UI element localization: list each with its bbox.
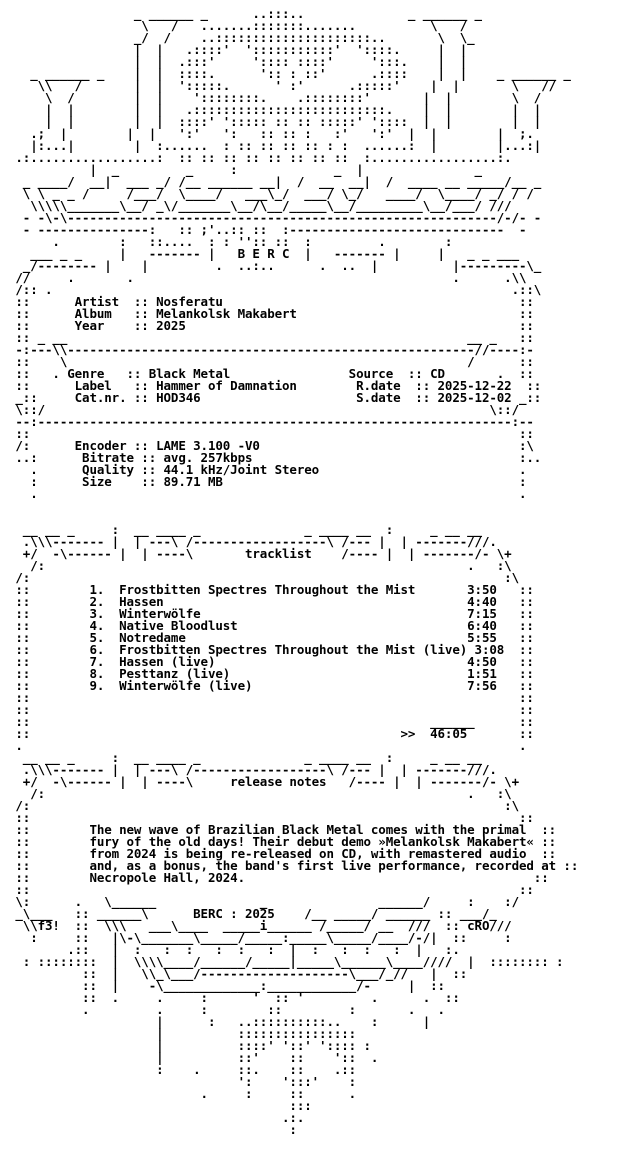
nfo-line: | ::' :: ':: .: [8, 1050, 379, 1065]
nfo-line: . . : :: : . .: [8, 1002, 445, 1017]
nfo-line: :: Album :: Melankolsk Makabert ::: [8, 306, 534, 321]
nfo-line: :: Artist :: Nosferatu ::: [8, 294, 534, 309]
nfo-line: :: ::: [8, 810, 534, 825]
nfo-line: :: _ __ __ _ ::: [8, 330, 534, 345]
nfo-line: _\___ :: ______\ BERC : 2025 /__ _____/ ______ :: ___/_: [8, 906, 497, 921]
nfo-line: __ __ _ : __ ____ _ _ ____ __ : _ __ __: [8, 522, 482, 537]
nfo-line: _/-------- | | . ..:.. . .. | |---------\_: [8, 258, 542, 273]
nfo-line: /: . :\: [8, 786, 512, 801]
nfo-line: :: 1. Frostbitten Spectres Throughout the Mist 3:50 ::: [8, 582, 534, 597]
nfo-line: :: 5. Notredame 5:55 ::: [8, 630, 534, 645]
nfo-line: // . . . .\\: [8, 270, 527, 285]
nfo-line: - -\-\----------------------------------------------------------/-/- -: [8, 210, 542, 225]
nfo-line: | | .:::' ':::: ::::' ':::. | |: [8, 54, 468, 69]
nfo-line: ': ':::' :: [8, 1074, 357, 1089]
nfo-line: .\\\------- | | ---\ /------------------\ /--- | | -------///.: [8, 762, 497, 777]
nfo-line: __ __ _ : __ ____ _ _ ____ __ : _ __ __: [8, 750, 482, 765]
nfo-line: :: 2. Hassen 4:40 ::: [8, 594, 534, 609]
nfo-line: \\\\\_______\__/ _\/_______\__/\__/_____\__/_________\__/___/ ///: [8, 198, 512, 213]
nfo-line: :: ::: [8, 882, 534, 897]
nfo-line: :: | -\_____________:____________/- | ::: [8, 978, 445, 993]
nfo-line: .:.: [8, 1110, 305, 1125]
nfo-line: --:----------------------------------------------------------------:--: [8, 414, 534, 429]
nfo-line: \\ / | | ':::::. ' :' .:::::' | | \ //: [8, 78, 557, 93]
nfo-line: _ ______ _ | | ::::. ':: : ::' .:::: | | _ ______ _: [8, 66, 571, 81]
nfo-line: :: | \\_\___/--------------------\___/_// | ::: [8, 966, 468, 981]
nfo-line: : :::::::: | \\\\____/______/_____|_____\______\____//// | :::::::: :: [8, 954, 564, 969]
nfo-line: :: 7. Hassen (live) 4:50 ::: [8, 654, 534, 669]
nfo-line: :: from 2024 is being re-released on CD, with remastered audio ::: [8, 846, 557, 861]
nfo-line: . : ::.... : : '':: :: : . :: [8, 234, 453, 249]
nfo-line: :: ::: [8, 690, 534, 705]
nfo-line: /: :\: [8, 570, 519, 585]
nfo-line: :::: [8, 1098, 312, 1113]
nfo-line: .\\\------- | | ---\ /------------------\ /--- | | -------///.: [8, 534, 497, 549]
nfo-line: +/ -\------ | | ----\ tracklist /---- | | -------/- \+: [8, 546, 512, 561]
nfo-line: - ---------------: :: ;'..:: :: :----------------------------- -: [8, 222, 527, 237]
nfo-line: /: :\: [8, 798, 519, 813]
nfo-line: | | | | .::::::::::::::::::::::::::. | | | |: [8, 102, 542, 117]
nfo-line: /: . :\: [8, 558, 512, 573]
nfo-line: : Size :: 89.71 MB :: [8, 474, 527, 489]
nfo-line: _ ______ _ ..:::.. _ ______ _: [8, 8, 482, 21]
nfo-line: :: Label :: Hammer of Damnation R.date :: 2025-12-22 ::: [8, 378, 542, 393]
nfo-line: :: 9. Winterwölfe (live) 7:56 ::: [8, 678, 534, 693]
nfo-line: .:: | : : : : : : | : : : : | :.: [8, 942, 460, 957]
nfo-line: : . ::. :: .::: [8, 1062, 357, 1077]
nfo-line: . Quality :: 44.1 kHz/Joint Stereo .: [8, 462, 527, 477]
nfo-line: :: 6. Frostbitten Spectres Throughout the Mist (live) 3:08 ::: [8, 642, 534, 657]
nfo-line: :: fury of the old days! Their debut demo »Melankolsk Makabert« ::: [8, 834, 557, 849]
nfo-line: | ::::' '::' ':::: :: [8, 1038, 371, 1053]
nfo-line: ___ _ _ | ------- | B E R C | ------- | | _ _ ___: [8, 246, 519, 261]
nfo-line: :: 4. Native Bloodlust 6:40 ::: [8, 618, 534, 633]
nfo-line: | ::::::::::::::::: [8, 1026, 357, 1041]
nfo-line: :: . . : ' :: ' . . ::: [8, 990, 460, 1005]
nfo-line: \ / .......:::::::....... \ /: [8, 18, 468, 33]
nfo-line: _/ / ..:::::::::::::::::::::.. \ \_: [8, 30, 475, 45]
nfo-line: . .: [8, 738, 527, 753]
nfo-line: | | | | ::::' '::::: :: :: :::::' ':::: | | | |: [8, 114, 542, 129]
nfo-line: \::/ \::/: [8, 402, 519, 417]
nfo-line: /: Encoder :: LAME 3.100 -V0 :\: [8, 438, 534, 453]
nfo-line: _ ____/ __| ___ _/ /__ ______ __| / __ __| / ____ __ _____/__ _: [8, 174, 542, 189]
nfo-line: : :: |\-\_______\_____/_____:_____\_____/____/-/| :: :: [8, 930, 512, 945]
nfo-line: :: . Genre :: Black Metal Source :: CD . ::: [8, 366, 534, 381]
nfo-line: :: Necropole Hall, 2024. ::: [8, 870, 549, 885]
nfo-line: :: ::: [8, 426, 534, 441]
nfo-line: :: ::: [8, 702, 534, 717]
nfo-line: :: 8. Pesttanz (live) 1:51 ::: [8, 666, 534, 681]
nfo-line: .; | | | ':' ': :: :: : :' ':' | | | ;.: [8, 126, 534, 141]
nfo-line: \ / | | '::::::::. .::::::::' | | \ /: [8, 90, 542, 105]
nfo-line: |:...| | :...... : :: :: :: :: : : ......: | |...:|: [8, 138, 542, 153]
nfo-line: . .: [8, 486, 527, 501]
nfo-line: ..: Bitrate :: avg. 257kbps :..: [8, 450, 542, 465]
nfo-line: | : ..::::::::::.. : |: [8, 1014, 431, 1029]
nfo-line: | _ _ : _ | _: [8, 162, 482, 177]
nfo-line: \: . \______ _ ______/ : :/: [8, 894, 519, 909]
nfo-line: _:: Cat.nr. :: HOD346 S.date :: 2025-12-02 _::: [8, 390, 542, 405]
nfo-line: .:.................: :: :: :: :: :: :: :: :: :.................:.: [8, 150, 512, 165]
nfo-line: :: Year :: 2025 ::: [8, 318, 534, 333]
nfo-line: :: >> 46:05 ::: [8, 726, 534, 741]
nfo-line: \\f3! :: \\\ ___\____ _____i______ /_____/ __ /// :: cRO///: [8, 918, 512, 933]
nfo-line: -:---\\-------------------------------------------------------//----:-: [8, 342, 534, 357]
nfo-line: :: and, as a bonus, the band's first live performance, recorded at ::: [8, 858, 579, 873]
nfo-line: +/ -\------ | | ----\ release notes /---- | | -------/- \+: [8, 774, 519, 789]
nfo-line: :: [8, 1122, 297, 1137]
nfo-line: | | .::::' ':::::::::::' '::::. | |: [8, 42, 468, 57]
nfo-line: . : :: .: [8, 1086, 357, 1101]
nfo-line: :: The new wave of Brazilian Black Metal comes with the primal ::: [8, 822, 557, 837]
nfo-line: :: ______ ::: [8, 714, 534, 729]
nfo-line: /:: . .::\: [8, 282, 542, 297]
nfo-line: \ \ _ _ / /___/ \____/ ___\_/ ___/ \_/ ____/ \____/ _/ / /: [8, 186, 534, 201]
nfo-line: :: \ / ::: [8, 354, 534, 369]
nfo-text: [8, 8, 632, 1168]
nfo-line: :: 3. Winterwölfe 7:15 ::: [8, 606, 534, 621]
